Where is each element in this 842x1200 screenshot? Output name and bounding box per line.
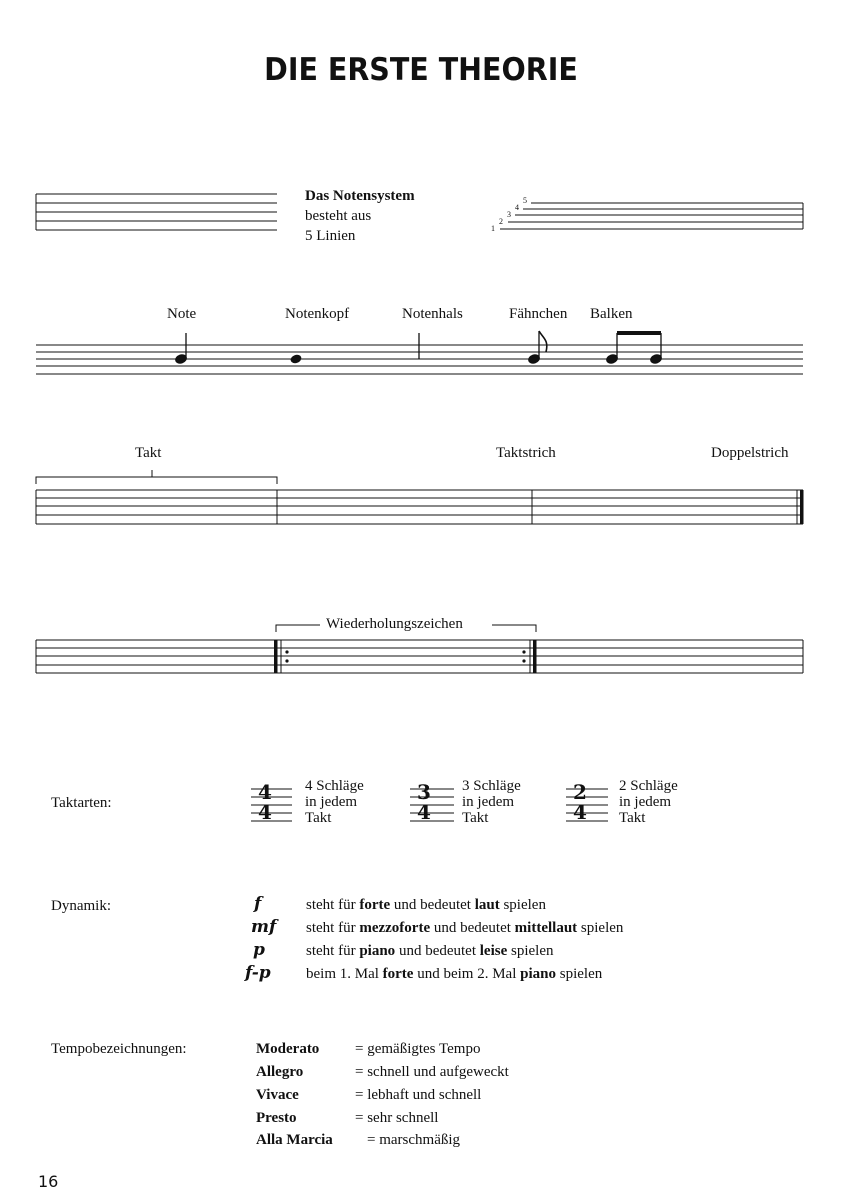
staff-takt	[36, 490, 804, 524]
timesig-1-l1: 4 Schläge	[305, 778, 364, 794]
timesig-1-l2: in jedem	[305, 794, 358, 810]
label-note: Note	[167, 306, 197, 322]
tempo-meaning-presto: = sehr schnell	[355, 1110, 439, 1126]
tempo-term-presto: Presto	[256, 1110, 297, 1126]
timesig-2-top: 3	[417, 780, 431, 804]
staff-right	[500, 203, 803, 229]
tempo-meaning-vivace: = lebhaft und schnell	[355, 1087, 482, 1103]
tempo-term-vivace: Vivace	[256, 1087, 299, 1103]
line-number-5: 5	[523, 196, 527, 205]
dynamik-label: Dynamik:	[51, 898, 111, 914]
timesig-1-l3: Takt	[305, 810, 332, 826]
page-title: DIE ERSTE THEORIE	[264, 52, 578, 88]
label-notenkopf: Notenkopf	[285, 306, 350, 322]
line-number-1: 1	[491, 224, 495, 233]
label-doppelstrich: Doppelstrich	[711, 445, 789, 461]
notes-beamed	[605, 331, 662, 365]
timesig-2-bottom: 4	[417, 800, 431, 824]
takt-bracket	[36, 470, 277, 484]
tempo-meaning-moderato: = gemäßigtes Tempo	[355, 1041, 481, 1057]
label-wiederholungszeichen: Wiederholungszeichen	[326, 616, 463, 632]
label-faehnchen: Fähnchen	[509, 306, 568, 322]
tempo-meaning-allegro: = schnell und aufgeweckt	[355, 1064, 509, 1080]
line-number-4: 4	[515, 203, 519, 212]
timesig-3-top: 2	[573, 780, 587, 804]
staff-left	[36, 194, 277, 230]
label-taktstrich: Taktstrich	[496, 445, 556, 461]
dyn-row-f: steht für forte und bedeutet laut spielen	[306, 897, 546, 913]
line-number-3: 3	[507, 210, 511, 219]
dyn-row-p: steht für piano und bedeutet leise spielen	[306, 943, 554, 959]
notensystem-line2: besteht aus	[305, 208, 372, 224]
page-number: 16	[38, 1172, 59, 1191]
dyn-symbol-mf: mf	[251, 917, 277, 937]
notehead	[289, 353, 302, 364]
dyn-symbol-f: f	[254, 894, 262, 914]
label-takt: Takt	[135, 445, 162, 461]
timesig-3-l3: Takt	[619, 810, 646, 826]
line-number-2: 2	[499, 217, 503, 226]
tempo-label: Tempobezeichnungen:	[51, 1041, 187, 1057]
dyn-symbol-fp: f-p	[245, 963, 271, 983]
label-balken: Balken	[590, 306, 633, 322]
timesig-3-bottom: 4	[573, 800, 587, 824]
timesig-2-l2: in jedem	[462, 794, 515, 810]
taktarten-label: Taktarten:	[51, 795, 112, 811]
tempo-term-moderato: Moderato	[256, 1041, 320, 1057]
staff-repeat	[36, 640, 803, 673]
notensystem-line3: 5 Linien	[305, 228, 356, 244]
tempo-term-allegro: Allegro	[256, 1064, 304, 1080]
timesig-1-top: 4	[258, 780, 272, 804]
timesig-1-bottom: 4	[258, 800, 272, 824]
note-quarter	[174, 333, 187, 365]
dyn-row-mf: steht für mezzoforte und bedeutet mittellaut spielen	[306, 920, 624, 936]
timesig-2-l1: 3 Schläge	[462, 778, 521, 794]
dyn-symbol-p: p	[253, 940, 265, 960]
tempo-meaning-alla-marcia: = marschmäßig	[367, 1132, 461, 1148]
notensystem-heading: Das Notensystem	[305, 188, 415, 204]
label-notenhals: Notenhals	[402, 306, 463, 322]
tempo-term-alla-marcia: Alla Marcia	[256, 1132, 333, 1148]
dyn-row-fp: beim 1. Mal forte und beim 2. Mal piano spielen	[306, 966, 603, 982]
timesig-3-l2: in jedem	[619, 794, 672, 810]
timesig-3-l1: 2 Schläge	[619, 778, 678, 794]
note-eighth	[527, 331, 546, 365]
timesig-2-l3: Takt	[462, 810, 489, 826]
